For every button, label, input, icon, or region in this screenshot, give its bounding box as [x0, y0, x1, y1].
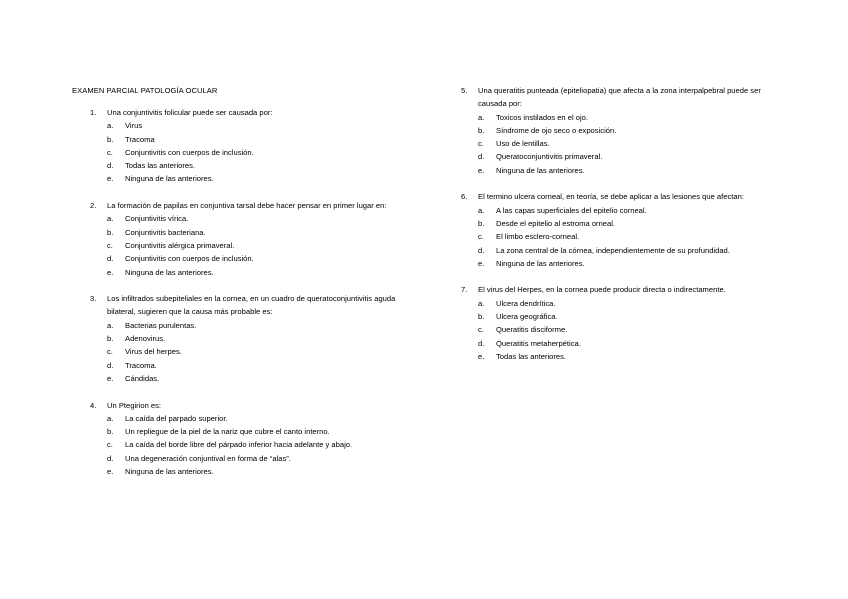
answer-option-e	[107, 172, 420, 185]
option-text: Virus	[125, 121, 143, 131]
question-number: 4.	[90, 400, 97, 410]
option-letter: d.	[478, 338, 485, 348]
answer-option-c	[107, 239, 420, 252]
option-letter: e.	[478, 165, 485, 175]
option-text: Ninguna de las anteriores.	[125, 174, 214, 184]
option-letter: e.	[107, 267, 114, 277]
option-letter: c.	[478, 232, 484, 242]
question-1	[90, 106, 420, 186]
option-letter: b.	[478, 312, 485, 322]
option-text: El limbo esclero-corneal.	[496, 232, 580, 242]
answer-option-e	[107, 465, 420, 478]
answer-option-a	[107, 412, 420, 425]
answer-option-d	[478, 150, 781, 163]
option-list	[107, 212, 420, 278]
option-text: Conjuntivitis vírica.	[125, 214, 189, 224]
option-list	[107, 412, 420, 478]
option-letter: b.	[107, 227, 114, 237]
option-letter: d.	[478, 245, 485, 255]
option-letter: a.	[478, 112, 485, 122]
option-letter: c.	[107, 440, 113, 450]
answer-option-b	[478, 124, 781, 137]
answer-option-a	[107, 119, 420, 132]
answer-option-b	[107, 226, 420, 239]
question-number: 7.	[461, 285, 468, 295]
option-letter: d.	[107, 453, 114, 463]
option-letter: e.	[478, 258, 485, 268]
option-letter: a.	[107, 320, 114, 330]
answer-option-d	[107, 359, 420, 372]
question-number: 2.	[90, 201, 97, 211]
answer-option-a	[107, 319, 420, 332]
option-letter: b.	[107, 134, 114, 144]
question-text: El virus del Herpes, en la cornea puede producir directa o indirectamente.	[478, 285, 726, 295]
option-text: Uso de lentillas.	[496, 139, 550, 149]
question-4	[90, 399, 420, 479]
right-column	[461, 84, 781, 377]
answer-option-a	[478, 297, 781, 310]
question-7	[461, 283, 781, 363]
option-text: Síndrome de ojo seco o exposición.	[496, 125, 617, 135]
option-text: La caída del parpado superior.	[125, 413, 228, 423]
option-text: Tracoma	[125, 134, 155, 144]
option-text: Una degeneración conjuntival en forma de “alas”.	[125, 453, 291, 463]
option-letter: c.	[478, 325, 484, 335]
exam-title: EXAMEN PARCIAL PATOLOGÍA OCULAR	[72, 86, 218, 95]
option-text: Queratoconjuntivitis primaveral.	[496, 152, 603, 162]
option-text: Ulcera geográfica.	[496, 312, 558, 322]
question-6	[461, 190, 781, 270]
option-text: Ninguna de las anteriores.	[496, 165, 585, 175]
answer-option-e	[478, 164, 781, 177]
option-letter: c.	[107, 347, 113, 357]
question-5	[461, 84, 781, 177]
option-text: Toxicos instilados en el ojo.	[496, 112, 589, 122]
question-number: 5.	[461, 86, 468, 95]
question-number: 3.	[90, 294, 97, 304]
question-text: El termino ulcera corneal, en teoría, se debe aplicar a las lesiones que afectan:	[478, 192, 744, 202]
answer-option-c	[107, 438, 420, 451]
answer-option-e	[107, 372, 420, 385]
option-text: Virus del herpes.	[125, 347, 182, 357]
question-number: 6.	[461, 192, 468, 202]
answer-option-c	[107, 345, 420, 358]
question-number: 1.	[90, 108, 97, 117]
answer-option-d	[107, 159, 420, 172]
option-letter: e.	[478, 351, 485, 361]
option-text: Ninguna de las anteriores.	[496, 258, 585, 268]
option-letter: a.	[107, 121, 114, 131]
option-text: Conjuntivitis con cuerpos de inclusión.	[125, 254, 254, 264]
option-letter: b.	[478, 125, 485, 135]
option-letter: a.	[107, 214, 114, 224]
option-letter: c.	[478, 139, 484, 149]
answer-option-b	[478, 310, 781, 323]
option-letter: b.	[478, 218, 485, 228]
option-letter: a.	[107, 413, 114, 423]
left-column	[90, 106, 420, 492]
answer-option-a	[107, 212, 420, 225]
option-text: Ninguna de las anteriores.	[125, 267, 214, 277]
option-text: Bacterias purulentas.	[125, 320, 197, 330]
option-letter: e.	[107, 467, 114, 477]
option-text: Adenovirus.	[125, 334, 166, 344]
option-letter: d.	[107, 161, 114, 171]
option-text: Conjuntivitis alérgica primaveral.	[125, 240, 235, 250]
option-letter: a.	[478, 205, 485, 215]
answer-option-d	[478, 244, 781, 257]
answer-option-c	[478, 230, 781, 243]
question-text: Una conjuntivitis folicular puede ser causada por:	[107, 108, 273, 117]
option-letter: d.	[478, 152, 485, 162]
option-letter: c.	[107, 240, 113, 250]
option-text: Conjuntivitis con cuerpos de inclusión.	[125, 147, 254, 157]
option-letter: e.	[107, 373, 114, 383]
answer-option-a	[478, 204, 781, 217]
option-letter: b.	[107, 427, 114, 437]
option-list	[107, 319, 420, 385]
option-text: A las capas superficiales del epitelio corneal.	[496, 205, 647, 215]
answer-option-a	[478, 111, 781, 124]
question-3	[90, 292, 420, 385]
option-text: Cándidas.	[125, 373, 160, 383]
option-list	[478, 204, 781, 270]
option-letter: e.	[107, 174, 114, 184]
option-letter: b.	[107, 334, 114, 344]
answer-option-b	[107, 425, 420, 438]
answer-option-b	[107, 133, 420, 146]
option-text: La caída del borde libre del párpado inferior hacia adelante y abajo.	[125, 440, 353, 450]
option-text: Tracoma.	[125, 360, 157, 370]
option-text: Un repliegue de la piel de la nariz que cubre el canto interno.	[125, 427, 330, 437]
option-list	[107, 119, 420, 185]
question-text: Una queratitis punteada (epiteliopatia) que afecta a la zona interpalpebral puede ser causada por:	[478, 86, 761, 109]
answer-option-b	[107, 332, 420, 345]
answer-option-e	[478, 350, 781, 363]
answer-option-d	[107, 452, 420, 465]
answer-option-d	[107, 252, 420, 265]
answer-option-b	[478, 217, 781, 230]
answer-option-c	[107, 146, 420, 159]
option-text: Todas las anteriores.	[125, 161, 196, 171]
answer-option-e	[478, 257, 781, 270]
answer-option-c	[478, 137, 781, 150]
option-letter: d.	[107, 360, 114, 370]
option-text: Queratitis disciforme.	[496, 325, 568, 335]
option-text: Ulcera dendrítica.	[496, 298, 556, 308]
answer-option-c	[478, 323, 781, 336]
question-text: Un Ptegirion es:	[107, 400, 162, 410]
answer-option-d	[478, 337, 781, 350]
option-letter: c.	[107, 147, 113, 157]
option-text: Queratitis metaherpética.	[496, 338, 581, 348]
option-letter: d.	[107, 254, 114, 264]
question-2	[90, 199, 420, 279]
option-text: Todas las anteriores.	[496, 351, 567, 361]
option-letter: a.	[478, 298, 485, 308]
option-text: Ninguna de las anteriores.	[125, 467, 214, 477]
option-list	[478, 297, 781, 363]
answer-option-e	[107, 266, 420, 279]
option-text: La zona central de la córnea, independientemente de su profundidad.	[496, 245, 730, 255]
option-text: Conjuntivitis bacteriana.	[125, 227, 206, 237]
option-list	[478, 111, 781, 177]
question-text: La formación de papilas en conjuntiva tarsal debe hacer pensar en primer lugar en:	[107, 201, 387, 211]
question-text: Los infiltrados subepiteliales en la cornea, en un cuadro de queratoconjuntivitis aguda bilateral, sugieren que la causa más probable es:	[107, 294, 396, 317]
option-text: Desde el epitelio al estroma orneal.	[496, 218, 616, 228]
